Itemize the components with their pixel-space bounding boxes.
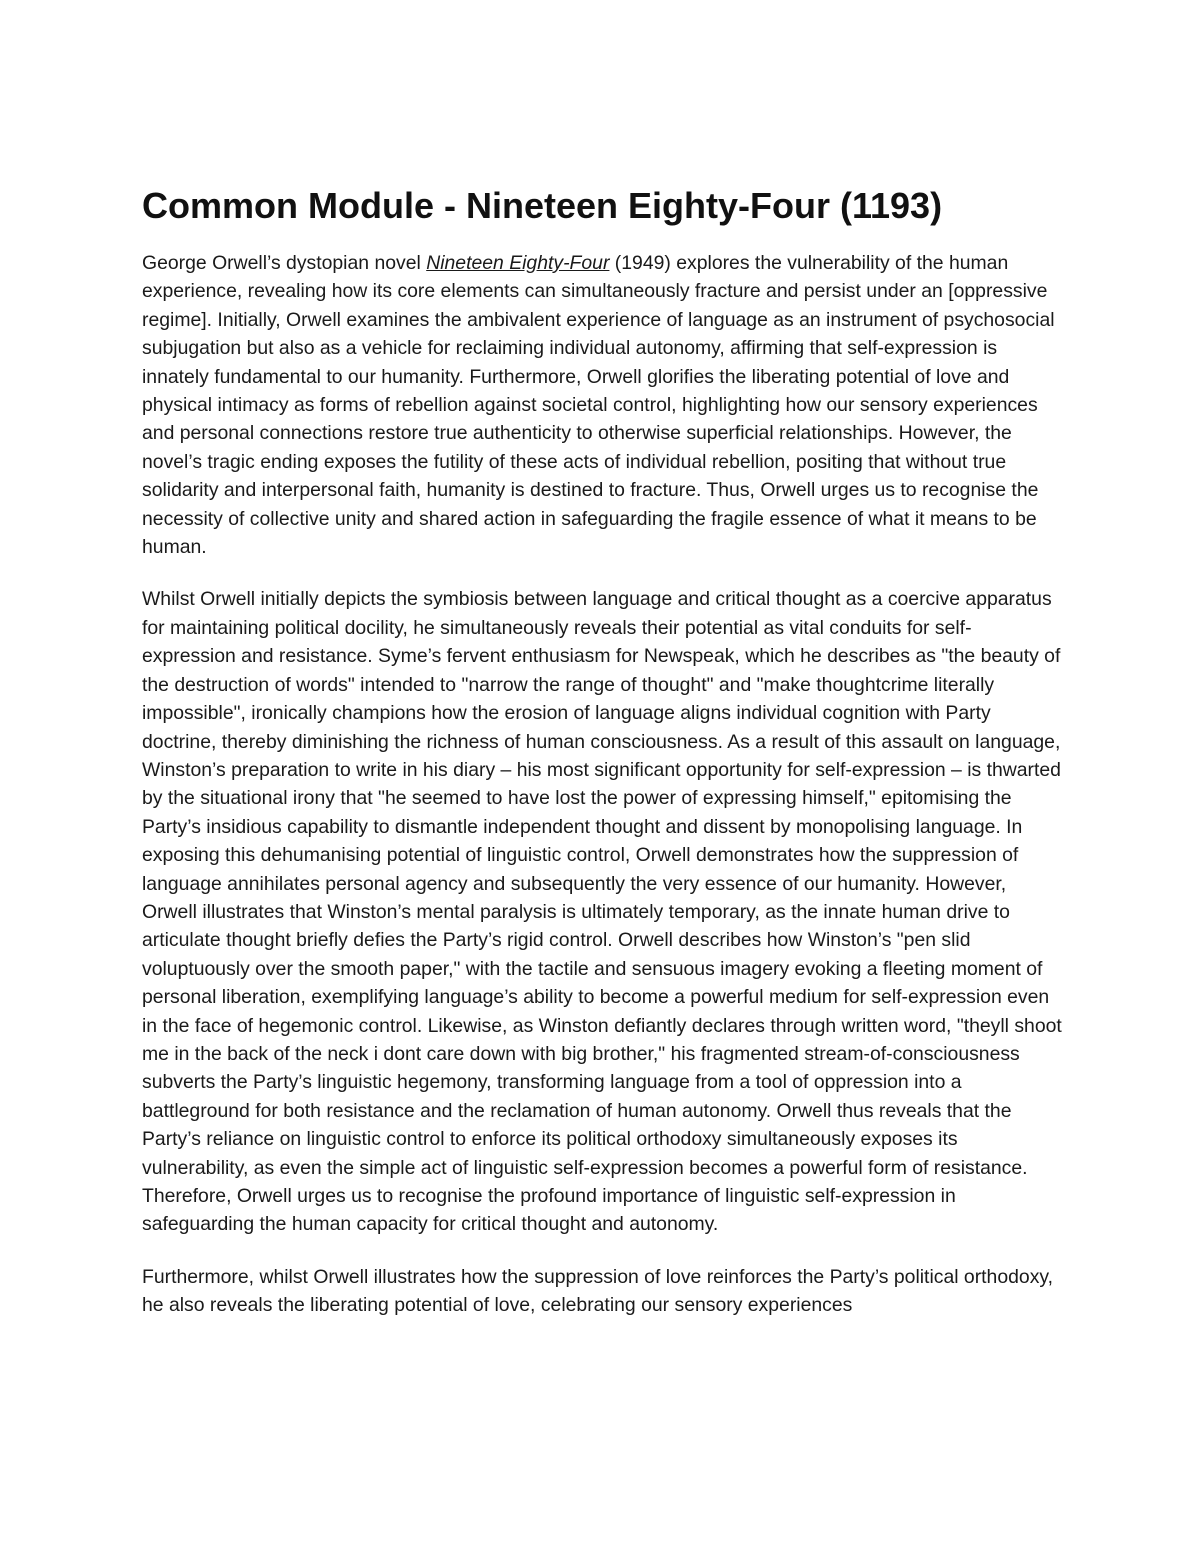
document-title: Common Module - Nineteen Eighty-Four (1193) bbox=[142, 185, 943, 226]
document-body bbox=[142, 183, 1062, 1344]
intro-text-start: George Orwell’s dystopian novel bbox=[142, 252, 427, 274]
intro-paragraph bbox=[142, 249, 1062, 561]
intro-text-rest: (1949) explores the vulnerability of the human experience, revealing how its core elements can simultaneously fracture and persist under an [oppressive regime]. Initially, Orwell examines the ambivalent experience of language as an instrument of psychosocial subjugation but also as a vehicle for reclaiming individual autonomy, affirming that self-expression is innately fundamental to our humanity. Furthermore, Orwell glorifies the liberating potential of love and physical intimacy as forms of rebellion against societal control, highlighting how our sensory experiences and personal connections restore true authenticity to otherwise superficial relationships. However, the novel’s tragic ending exposes the futility of these acts of individual rebellion, positing that without true solidarity and interpersonal faith, humanity is destined to fracture. Thus, Orwell urges us to recognise the necessity of collective unity and shared action in safeguarding the fragile essence of what it means to be human. bbox=[142, 252, 1055, 559]
body-paragraph-love: Furthermore, whilst Orwell illustrates how the suppression of love reinforces the Party’s political orthodoxy, he also reveals the liberating potential of love, celebrating our sensory experiences bbox=[142, 1265, 1054, 1317]
body-paragraph-language: Whilst Orwell initially depicts the symbiosis between language and critical thought as a coercive apparatus for maintaining political docility, he simultaneously reveals their potential as vital conduits for self-expression and resistance. Syme’s fervent enthusiasm for Newspeak, which he describes as "the beauty of the destruction of words" intended to "narrow the range of thought" and "make thoughtcrime literally impossible", ironically champions how the erosion of language aligns individual cognition with Party doctrine, thereby diminishing the richness of human consciousness. As a result of this assault on language, Winston’s preparation to write in his diary – his most significant opportunity for self-expression – is thwarted by the situational irony that "he seemed to have lost the power of expressing himself," epitomising the Party’s insidious capability to dismantle independent thought and dissent by monopolising language. In exposing this dehumanising potential of linguistic control, Orwell demonstrates how the suppression of language annihilates personal agency and subsequently the very essence of our humanity. However, Orwell illustrates that Winston’s mental paralysis is ultimately temporary, as the innate human drive to articulate thought briefly defies the Party’s rigid control. Orwell describes how Winston’s "pen slid voluptuously over the smooth paper," with the tactile and sensuous imagery evoking a fleeting moment of personal liberation, exemplifying language’s ability to become a powerful medium for self-expression even in the face of hegemonic control. Likewise, as Winston defiantly declares through written word, "theyll shoot me in the back of the neck i dont care down with big brother," his fragmented stream-of-consciousness subverts the Party’s linguistic hegemony, transforming language from a tool of oppression into a battleground for both resistance and the reclamation of human autonomy. Orwell thus reveals that the Party’s reliance on linguistic control to enforce its political orthodoxy simultaneously exposes its vulnerability, as even the simple act of linguistic self-expression becomes a powerful form of resistance. Therefore, Orwell urges us to recognise the profound importance of linguistic self-expression in safeguarding the human capacity for critical thought and autonomy. bbox=[142, 588, 1062, 1236]
novel-title-reference: Nineteen Eighty-Four bbox=[426, 252, 610, 274]
